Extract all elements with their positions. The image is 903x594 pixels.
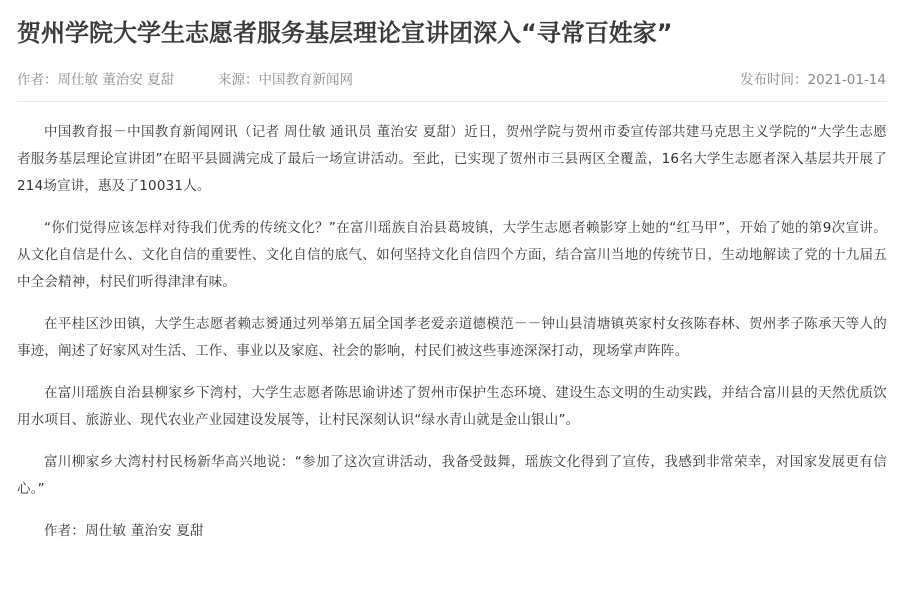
article-meta: [17, 69, 886, 91]
article-paragraph: 富川柳家乡大湾村村民杨新华高兴地说：“参加了这次宣讲活动，我备受鼓舞，瑶族文化得到了宣传，我感到非常荣幸，对国家发展更有信心。”: [17, 454, 887, 497]
publish-date: 发布时间：2021-01-14: [740, 72, 886, 88]
article-title: 贺州学院大学生志愿者服务基层理论宣讲团深入“寻常百姓家”: [17, 19, 673, 47]
article-paragraph: 中国教育报－中国教育新闻网讯（记者 周仕敏 通讯员 董治安 夏甜）近日，贺州学院与贺州市委宣传部共建马克思主义学院的“大学生志愿者服务基层理论宣讲团”在昭平县圆满完成了最后一场宣讲活动。至此，已实现了贺州市三县两区全覆盖，16名大学生志愿者深入基层共开展了214场宣讲，惠及了10031人。: [17, 124, 887, 194]
article-byline: 作者：周仕敏 董治安 夏甜: [44, 523, 204, 539]
article-paragraph: 在平桂区沙田镇，大学生志愿者赖志赟通过列举第五届全国孝老爱亲道德模范－－钟山县清塘镇英家村女孩陈春林、贺州孝子陈承天等人的事迹，阐述了好家风对生活、工作、事业以及家庭、社会的影响，村民们被这些事迹深深打动，现场掌声阵阵。: [17, 316, 887, 359]
article-paragraph: “你们觉得应该怎样对待我们优秀的传统文化？”在富川瑶族自治县葛坡镇，大学生志愿者赖影穿上她的“红马甲”，开始了她的第9次宣讲。从文化自信是什么、文化自信的重要性、文化自信的底气、如何坚持文化自信四个方面，结合富川当地的传统节日，生动地解读了党的十九届五中全会精神，村民们听得津津有味。: [17, 220, 887, 290]
article-body: [17, 119, 887, 560]
article-author: 作者：周仕敏 董治安 夏甜: [17, 72, 175, 88]
article-source: 来源：中国教育新闻网: [218, 72, 353, 88]
divider: [17, 101, 887, 102]
article-paragraph: 在富川瑶族自治县柳家乡下湾村，大学生志愿者陈思谕讲述了贺州市保护生态环境、建设生态文明的生动实践，并结合富川县的天然优质饮用水项目、旅游业、现代农业产业园建设发展等，让村民深刻认识“绿水青山就是金山银山”。: [17, 385, 887, 428]
